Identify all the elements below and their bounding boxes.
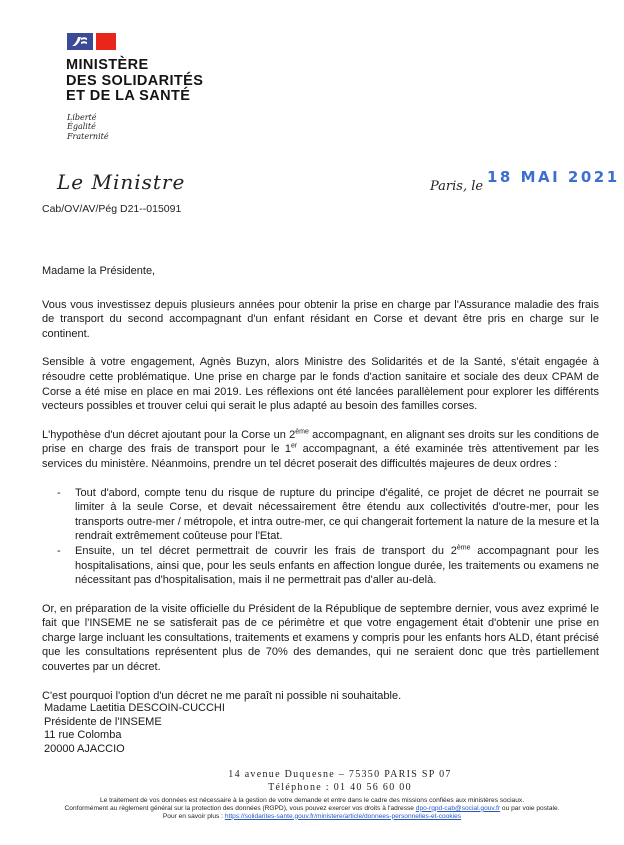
ministry-title-line: MINISTÈRE (66, 57, 149, 73)
bullet-item-1 (42, 486, 599, 544)
legal-line-2 (14, 805, 610, 813)
bullet-item-2 (42, 544, 599, 588)
motto-line: Liberté (67, 112, 97, 122)
ministry-title-line: ET DE LA SANTÉ (66, 88, 191, 104)
recipient-role: Présidente de l'INSEME (44, 715, 162, 728)
recipient-city: 20000 AJACCIO (44, 742, 125, 755)
footer-address: 14 avenue Duquesne – 75350 PARIS SP 07 (228, 769, 452, 780)
sender-title: Le Ministre (57, 170, 186, 194)
ministry-title (66, 58, 203, 105)
ministry-address-footer (60, 768, 620, 794)
bullet-item-2-text: Ensuite, un tel décret permettrait de couvrir les frais de transport du 2 (75, 544, 457, 557)
paragraph-1: Vous vous investissez depuis plusieurs années pour obtenir la prise en charge par l'Assurance maladie des frais de transport du second accompagnant d'un enfant résidant en Corse et devant être pris en charge sur le continent. (42, 298, 599, 340)
legal-line-2-text: Conformément au règlement général sur la protection des données (RGPD), vous pouvez exercer vos droits à l'adresse (64, 804, 416, 812)
place-line: Paris, le (430, 179, 484, 194)
recipient-address (44, 702, 225, 756)
flag-red-block (96, 33, 116, 50)
recipient-street: 11 rue Colomba (44, 729, 122, 742)
republic-motto (67, 113, 203, 142)
bullet-dash: - (57, 486, 61, 499)
paragraph-3 (42, 428, 599, 472)
bullet-item-2-text: accompagnant pour les hospitalisations, ainsi que, pour les seuls enfants en affection longue durée, les traitements ou examens ne nécessitant pas d'hospitalisation, mais il ne permettrait pas d'aller au-delà. (75, 544, 599, 587)
flag-blue-block-marianne-icon (67, 33, 93, 50)
french-flag-icon (67, 33, 203, 51)
cookies-policy-link[interactable]: https://solidarites-sante.gouv.fr/ministere/article/donnees-personnelles-et-cookies (224, 812, 462, 820)
paragraph-3-text: L'hypothèse d'un décret ajoutant pour la Corse un 2 (42, 428, 296, 441)
legal-line-1: Le traitement de vos données est nécessaire à la gestion de votre demande et entre dans le cadre des missions confiées aux ministères sociaux. (99, 797, 525, 804)
paragraph-3-text: accompagnant, a été examinée très attentivement par les services du ministère. Néanmoins, prendre un tel décret poserait des difficultés majeures de deux ordres : (42, 443, 599, 470)
legal-line-3 (14, 813, 610, 821)
bullet-list (42, 486, 599, 588)
salutation: Madame la Présidente, (42, 265, 156, 277)
marianne-icon (70, 35, 90, 48)
legal-line-2-text: ou par voie postale. (500, 804, 560, 812)
ordinal-superscript: ème (456, 544, 471, 552)
ministry-title-line: DES SOLIDARITÉS (66, 72, 204, 89)
paragraph-3-text: accompagnant, en alignant ses droits sur les conditions de prise en charge des frais de transport pour le 1 (42, 428, 599, 456)
reference-number: Cab/OV/AV/Pég D21--015091 (42, 203, 182, 215)
bullet-item-1-text: Tout d'abord, compte tenu du risque de rupture du principe d'égalité, ce projet de décret ne pourrait se limiter à la seule Corse, et devait nécessairement être étendu aux collectivités d'outre-mer, pour les transports outre-mer / métropole, et intra outre-mer, ce qui changerait fortement la nature de la mesure et la rendrait extrêmement coûteuse pour l'Etat. (75, 486, 599, 543)
paragraph-2: Sensible à votre engagement, Agnès Buzyn, alors Ministre des Solidarités et de la Santé, s'était engagée à résoudre cette problématique. Une prise en charge par le fonds d'action sanitaire et sociale des deux CPAM de Corse a été mise en place en mai 2019. Les réflexions ont été lancées parallèlement pour explorer les différents vecteurs possibles et trouver celui qui serait le plus adapté au besoin des familles corses. (42, 356, 599, 413)
ordinal-superscript: ème (295, 428, 309, 436)
recipient-name: Madame Laetitia DESCOIN-CUCCHI (44, 702, 225, 714)
legal-notice (14, 797, 610, 820)
government-logo (66, 33, 203, 141)
paragraph-5: C'est pourquoi l'option d'un décret ne me paraît ni possible ni souhaitable. (42, 689, 402, 702)
motto-line: Fraternité (67, 131, 109, 141)
paragraph-4: Or, en préparation de la visite officielle du Président de la République de septembre dernier, vous avez exprimé le fait que l'INSEME ne se satisferait pas de ce périmètre et que votre engagement était d'obtenir une prise en charge large incluant les consultations, traitements et examens y compris pour les enfants hors ALD, étant précisé que les consultations représentent plus de 70% des demandes, qui ne seraient donc que très partiellement couvertes par un décret. (42, 602, 599, 674)
letter-body (42, 264, 599, 717)
legal-line-3-text: Pour en savoir plus : (162, 812, 225, 820)
ordinal-superscript: er (291, 442, 298, 450)
rgpd-email-link[interactable]: dpo-rgpd-cab@social.gouv.fr (415, 804, 501, 812)
motto-line: Égalité (67, 122, 96, 131)
date-stamp: 18 MAI 2021 (487, 168, 620, 186)
footer-phone: Téléphone : 01 40 56 60 00 (268, 782, 412, 793)
bullet-dash: - (57, 544, 61, 557)
